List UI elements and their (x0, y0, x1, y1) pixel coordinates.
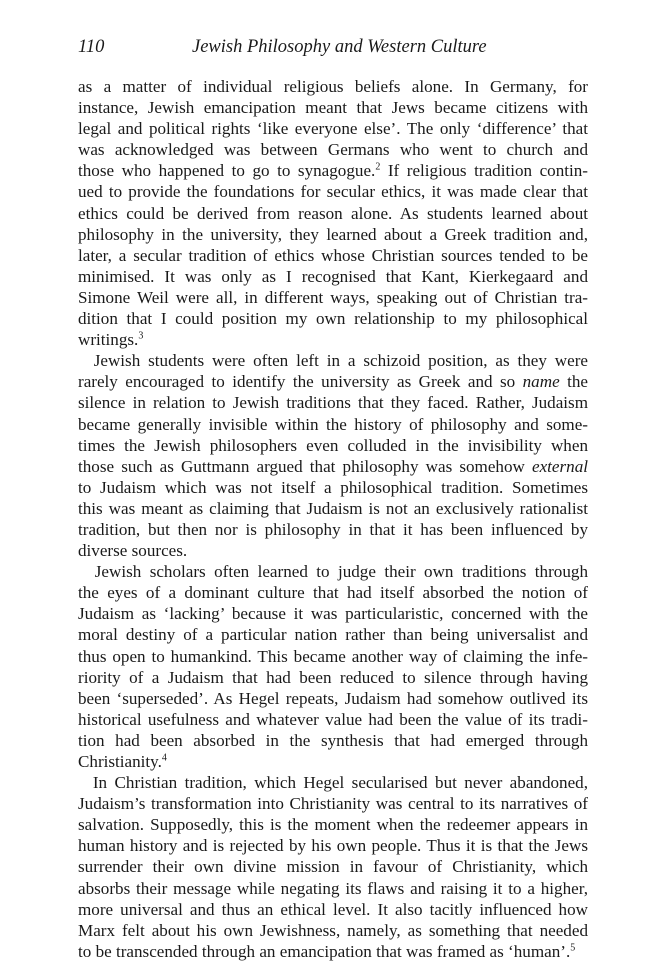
line-text: surrender their own divine mission in favour of Christianity, which (78, 857, 588, 877)
line-text: writings. (78, 330, 139, 350)
line-text: Simone Weil were all, in different ways, speaking out of Christian tra- (78, 287, 588, 307)
line-text: dition that I could position my own relationship to my philosophical (78, 309, 588, 329)
body-text (78, 76, 588, 962)
line-text: times the Jewish philosophers even colluded in the invisibility when (78, 435, 588, 455)
text-line (78, 287, 588, 308)
line-text: In Christian tradition, which Hegel secularised but never abandoned, (78, 773, 588, 793)
text-line (78, 603, 588, 624)
line-text: silence in relation to Jewish traditions that they faced. Rather, Judaism (78, 393, 588, 413)
line-text: legal and political rights ‘like everyone else’. The only ‘difference’ that (78, 119, 588, 139)
text-line (78, 646, 588, 667)
line-text-continued: the (559, 372, 588, 392)
line-text: rarely encouraged to identify the university as Greek and so (78, 372, 523, 392)
running-title: Jewish Philosophy and Western Culture (192, 37, 487, 57)
line-text: Jewish scholars often learned to judge their own traditions through (78, 562, 588, 582)
line-text: ued to provide the foundations for secular ethics, it was made clear that (78, 182, 588, 202)
text-line (78, 540, 588, 561)
line-text: Marx felt about his own Jewishness, namely, as something that needed (78, 920, 588, 940)
text-line (78, 308, 588, 329)
text-line (78, 751, 588, 772)
line-text: tradition, but then nor is philosophy in that it has been influenced by (78, 519, 588, 539)
line-text: those such as Guttmann argued that philosophy was somehow (78, 456, 532, 476)
footnote-marker[interactable]: 2 (375, 161, 381, 173)
line-text: to Judaism which was not itself a philosophical tradition. Sometimes (78, 477, 588, 497)
line-text: historical usefulness and whatever value had been the value of its tradi- (78, 709, 588, 729)
text-line (78, 266, 588, 287)
line-text: been ‘superseded’. As Hegel repeats, Judaism had somehow outlived its (78, 688, 588, 708)
text-line (78, 519, 588, 540)
text-line (78, 414, 588, 435)
emphasis-text: external (531, 456, 588, 476)
line-text: Christianity. (78, 752, 162, 771)
text-line (78, 772, 588, 793)
text-line (78, 730, 588, 751)
text-line (78, 139, 588, 160)
text-line (78, 941, 588, 962)
text-line (78, 203, 588, 224)
text-line (78, 878, 588, 899)
line-text-continued: If religious tradition contin- (380, 161, 588, 181)
line-text: riority of a Judaism that had been reduced to silence through having (78, 667, 588, 687)
text-line (78, 899, 588, 920)
footnote-marker[interactable]: 5 (570, 942, 576, 954)
line-text: became generally invisible within the history of philosophy and some- (78, 414, 588, 434)
line-text: Jewish students were often left in a schizoid position, as they were (78, 351, 588, 371)
line-text: absorbs their message while negating its flaws and raising it to a higher, (78, 878, 588, 898)
text-line (78, 224, 588, 245)
text-line (78, 160, 588, 181)
line-text: human history and is rejected by his own people. Thus it is that the Jews (78, 836, 588, 856)
emphasis-text: name (522, 372, 560, 392)
line-text: Judaism’s transformation into Christianity was central to its narratives of (78, 794, 588, 814)
text-line (78, 920, 588, 941)
text-line (78, 97, 588, 118)
line-text: later, a secular tradition of ethics whose Christian sources tended to be (78, 245, 588, 265)
text-line (78, 561, 588, 582)
line-text: thus open to humankind. This became another way of claiming the infe- (78, 646, 588, 666)
line-text: moral destiny of a particular nation rather than being universalist and (78, 625, 588, 645)
line-text: this was meant as claiming that Judaism is not an exclusively rationalist (78, 498, 588, 518)
text-line (78, 835, 588, 856)
line-text: tion had been absorbed in the synthesis that had emerged through (78, 730, 588, 750)
text-line (78, 245, 588, 266)
line-text: minimised. It was only as I recognised that Kant, Kierkegaard and (78, 266, 588, 286)
footnote-marker[interactable]: 4 (161, 752, 167, 764)
text-line (78, 392, 588, 413)
line-text: Judaism as ‘lacking’ because it was particularistic, concerned with the (78, 604, 588, 624)
line-text: philosophy in the university, they learned about a Greek tradition and, (78, 224, 588, 244)
text-line (78, 624, 588, 645)
page-number: 110 (78, 37, 105, 57)
line-text: salvation. Supposedly, this is the moment when the redeemer appears in (78, 815, 588, 835)
line-text: more universal and thus an ethical level. It also tacitly influenced how (78, 899, 588, 919)
line-text: ethics could be derived from reason alone. As students learned about (78, 203, 588, 223)
text-line (78, 477, 588, 498)
text-line (78, 329, 588, 350)
line-text: the eyes of a dominant culture that had itself absorbed the notion of (78, 583, 588, 603)
text-line (78, 76, 588, 97)
line-text: those who happened to go to synagogue. (78, 161, 376, 181)
line-text: as a matter of individual religious beliefs alone. In Germany, for (78, 77, 588, 96)
text-line (78, 456, 588, 477)
text-line (78, 688, 588, 709)
line-text: was acknowledged was between Germans who went to church and (78, 140, 588, 160)
line-text: diverse sources. (78, 541, 188, 561)
text-line (78, 856, 588, 877)
text-line (78, 371, 588, 392)
running-header (78, 37, 588, 63)
footnote-marker[interactable]: 3 (138, 330, 144, 342)
text-line (78, 582, 588, 603)
line-text: instance, Jewish emancipation meant that Jews became citizens with (78, 98, 588, 118)
text-line (78, 435, 588, 456)
text-line (78, 667, 588, 688)
text-line (78, 793, 588, 814)
text-line (78, 814, 588, 835)
line-text: to be transcended through an emancipation that was framed as ‘human’. (78, 941, 571, 961)
text-line (78, 350, 588, 371)
text-line (78, 181, 588, 202)
text-line (78, 118, 588, 139)
text-line (78, 709, 588, 730)
text-line (78, 498, 588, 519)
